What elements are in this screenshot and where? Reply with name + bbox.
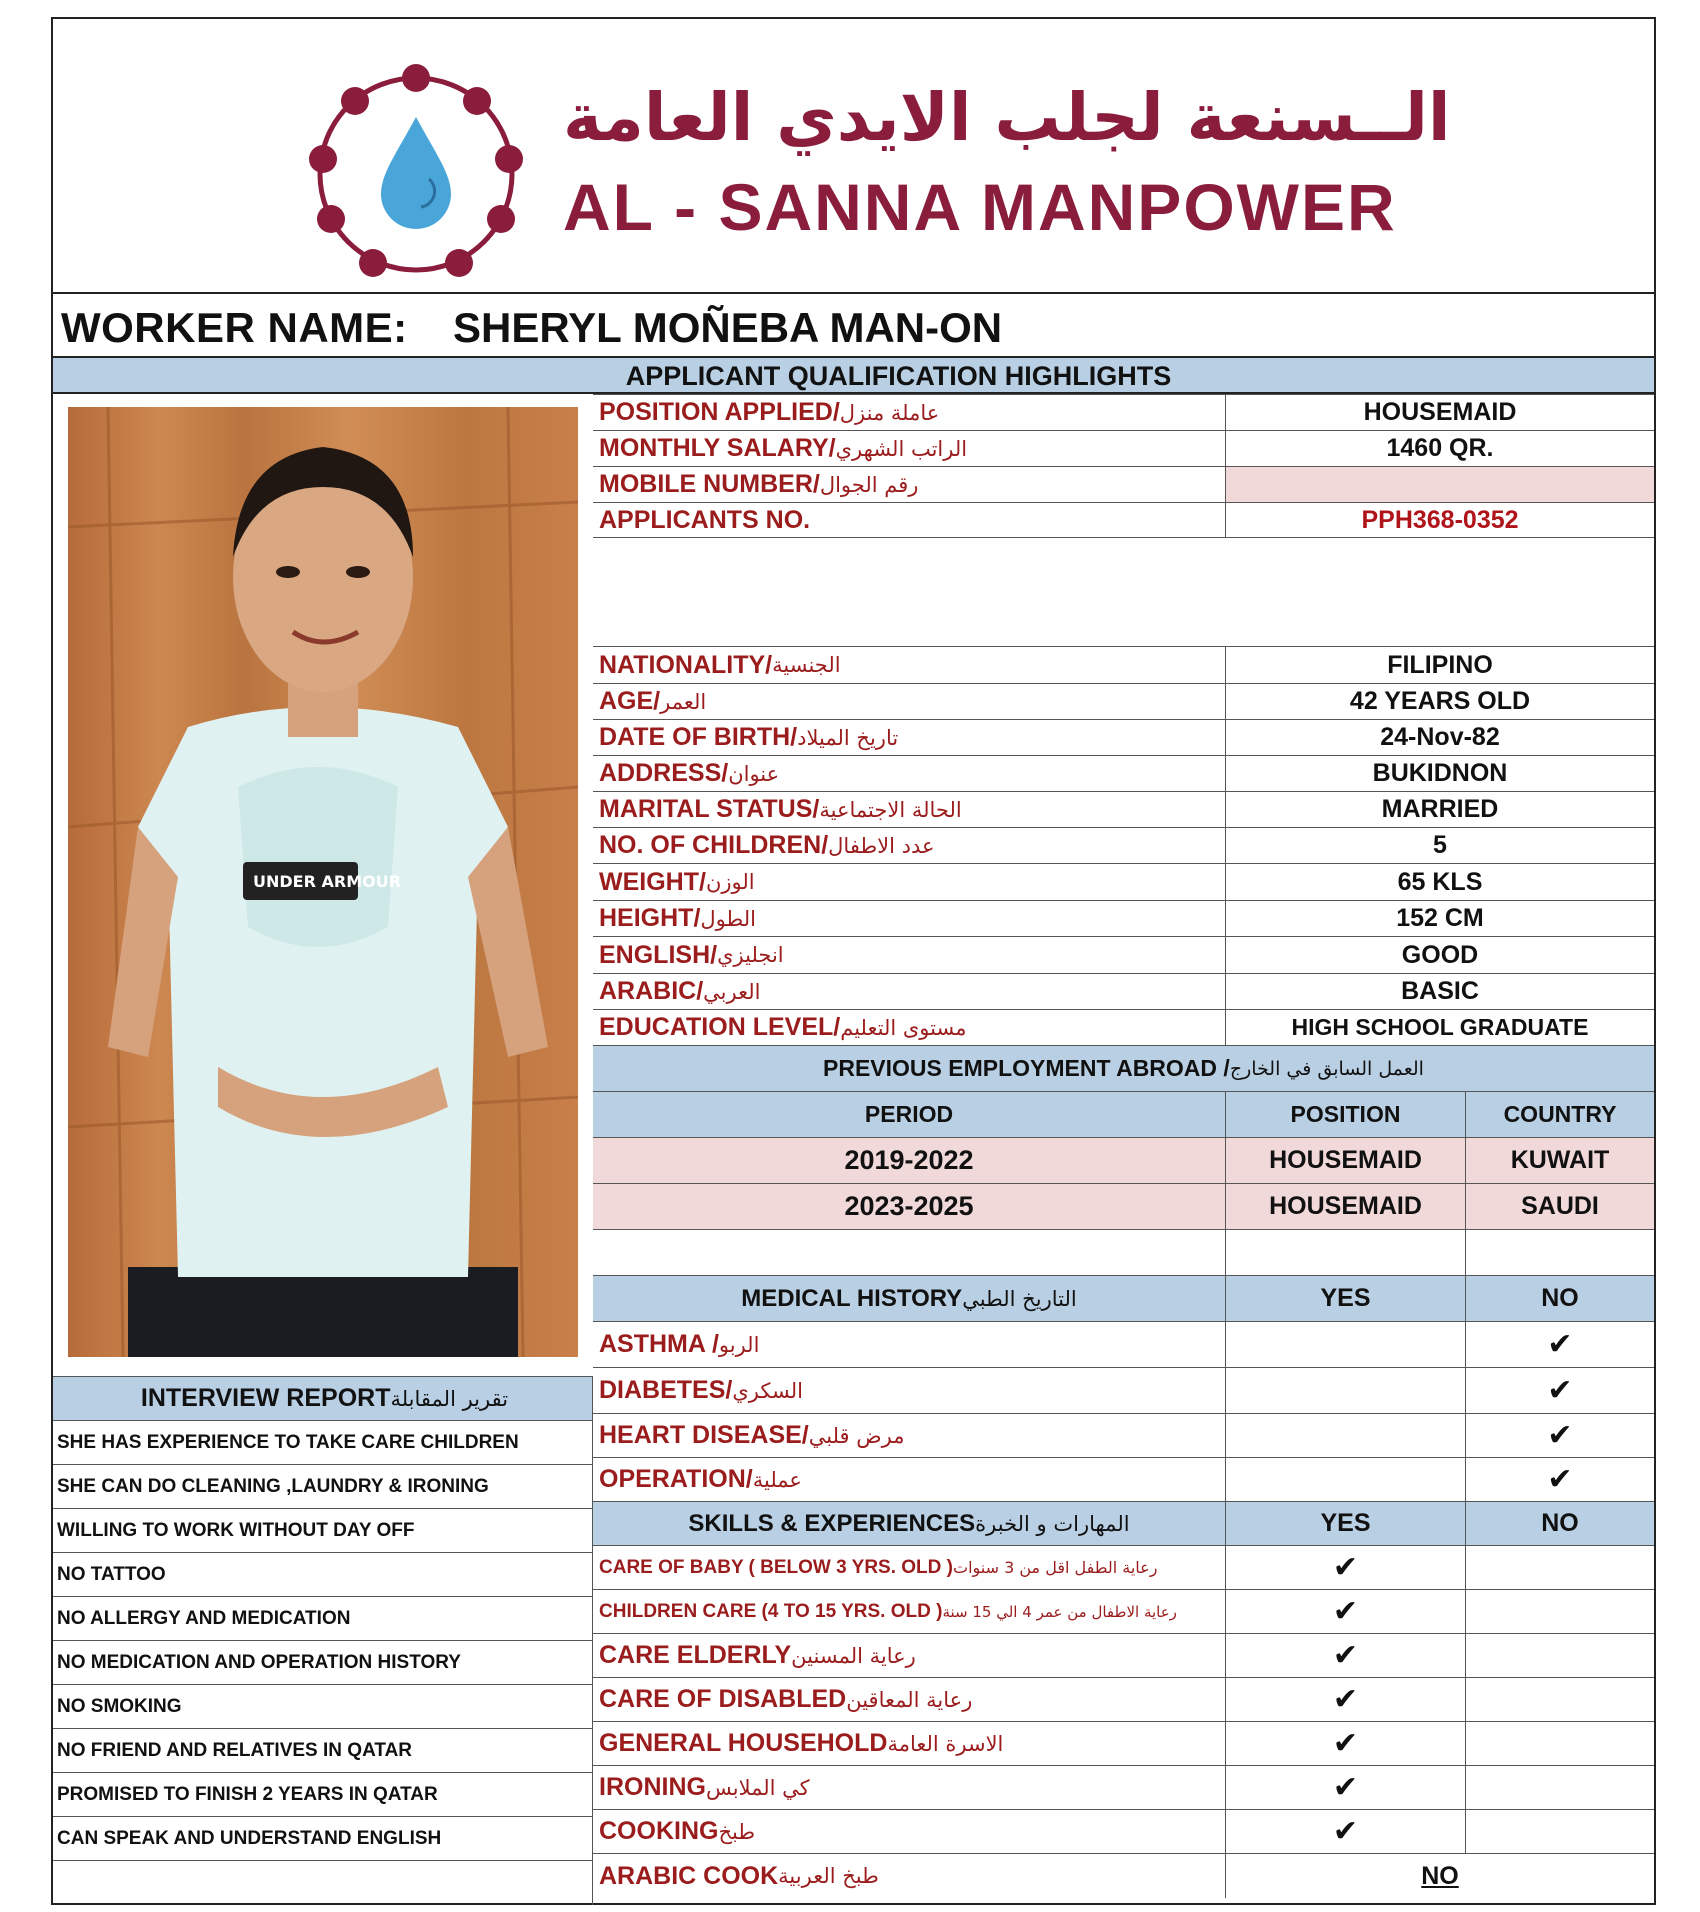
applicant-photo bbox=[68, 407, 578, 1357]
applicant-sheet bbox=[51, 17, 1656, 1905]
detail-row bbox=[593, 973, 1654, 1009]
detail-value: 42 YEARS OLD bbox=[1349, 687, 1531, 715]
skill-row bbox=[593, 1677, 1654, 1721]
brand-name-english: AL - SANNA MANPOWER bbox=[563, 170, 1397, 244]
medical-label: HEART DISEASE/ bbox=[599, 1421, 809, 1449]
detail-label: MARITAL STATUS/ bbox=[599, 795, 820, 823]
skills-title-arabic: المهارات و الخبرة bbox=[975, 1511, 1130, 1536]
mobile-number-value bbox=[1226, 467, 1654, 502]
skill-label: CHILDREN CARE (4 TO 15 YRS. OLD ) bbox=[599, 1600, 943, 1622]
medical-label: ASTHMA / bbox=[599, 1330, 719, 1358]
skill-row bbox=[593, 1721, 1654, 1765]
detail-label-arabic: الحالة الاجتماعية bbox=[819, 797, 962, 822]
interview-title: INTERVIEW REPORT bbox=[140, 1384, 391, 1412]
skill-row bbox=[593, 1545, 1654, 1589]
detail-value: BUKIDNON bbox=[1372, 759, 1508, 787]
arabic-cook-value: NO bbox=[1421, 1861, 1459, 1890]
skills-yes-header: YES bbox=[1226, 1502, 1466, 1545]
detail-label: WEIGHT/ bbox=[599, 867, 706, 896]
detail-row bbox=[593, 863, 1654, 900]
detail-label-arabic: الوزن bbox=[705, 870, 755, 894]
company-logo bbox=[301, 59, 531, 289]
check-icon: ✔ bbox=[1226, 1590, 1466, 1633]
employment-empty-row bbox=[593, 1229, 1654, 1275]
detail-row bbox=[593, 755, 1654, 791]
skills-header-row bbox=[593, 1501, 1654, 1545]
worker-name-row bbox=[53, 294, 1654, 358]
skills-title: SKILLS & EXPERIENCES bbox=[688, 1509, 976, 1537]
qualification-title: APPLICANT QUALIFICATION HIGHLIGHTS bbox=[53, 358, 1654, 394]
skill-label-arabic: رعاية المعاقين bbox=[846, 1687, 973, 1712]
employment-title-arabic: العمل السابق في الخارج bbox=[1229, 1057, 1424, 1080]
interview-item: NO MEDICATION AND OPERATION HISTORY bbox=[53, 1640, 593, 1684]
detail-value: 152 CM bbox=[1396, 904, 1484, 932]
period-header: PERIOD bbox=[593, 1092, 1226, 1137]
interview-item: SHE HAS EXPERIENCE TO TAKE CARE CHILDREN bbox=[53, 1420, 593, 1464]
field-label-arabic: عاملة منزل bbox=[839, 400, 940, 425]
skill-label: CARE ELDERLY bbox=[599, 1641, 792, 1669]
detail-label-arabic: انجليزي bbox=[717, 943, 784, 967]
interview-item: SHE CAN DO CLEANING ,LAUNDRY & IRONING bbox=[53, 1464, 593, 1508]
detail-row bbox=[593, 900, 1654, 936]
skill-label: CARE OF BABY ( BELOW 3 YRS. OLD ) bbox=[599, 1556, 953, 1578]
position-value: HOUSEMAID bbox=[1363, 398, 1517, 426]
medical-row bbox=[593, 1321, 1654, 1367]
medical-title: MEDICAL HISTORY bbox=[741, 1284, 963, 1312]
skill-label: ARABIC COOK bbox=[599, 1861, 779, 1890]
medical-label: OPERATION/ bbox=[599, 1465, 753, 1493]
employment-position: HOUSEMAID bbox=[1226, 1138, 1466, 1183]
medical-no-header: NO bbox=[1541, 1284, 1579, 1312]
detail-label: ADDRESS/ bbox=[599, 759, 729, 787]
interview-title-row bbox=[53, 1376, 593, 1420]
check-icon: ✔ bbox=[1226, 1546, 1466, 1589]
check-icon: ✔ bbox=[1226, 1722, 1466, 1765]
interview-item: PROMISED TO FINISH 2 YEARS IN QATAR bbox=[53, 1772, 593, 1816]
employment-period: 2019-2022 bbox=[593, 1138, 1226, 1183]
skill-label-arabic: رعاية المسنين bbox=[791, 1643, 916, 1668]
detail-label: AGE/ bbox=[599, 687, 661, 715]
detail-value: 5 bbox=[1433, 831, 1447, 859]
interview-item: NO TATTOO bbox=[53, 1552, 593, 1596]
skill-label: CARE OF DISABLED bbox=[599, 1685, 847, 1713]
worker-name-label: WORKER NAME: bbox=[61, 304, 408, 351]
detail-label: ENGLISH/ bbox=[599, 940, 718, 969]
skill-row bbox=[593, 1765, 1654, 1809]
employment-title bbox=[593, 1045, 1654, 1091]
field-row bbox=[593, 394, 1654, 430]
detail-label-arabic: عدد الاطفال bbox=[828, 833, 935, 858]
employment-header-row bbox=[593, 1091, 1654, 1137]
field-label: APPLICANTS NO. bbox=[599, 505, 811, 534]
medical-label-arabic: مرض قلبي bbox=[808, 1423, 905, 1448]
interview-item: WILLING TO WORK WITHOUT DAY OFF bbox=[53, 1508, 593, 1552]
detail-value: MARRIED bbox=[1381, 795, 1499, 823]
medical-label-arabic: عملية bbox=[752, 1467, 802, 1492]
field-row bbox=[593, 430, 1654, 466]
skill-label: IRONING bbox=[599, 1773, 706, 1801]
detail-label: EDUCATION LEVEL/ bbox=[599, 1013, 841, 1041]
medical-header-row bbox=[593, 1275, 1654, 1321]
detail-value: 24-Nov-82 bbox=[1380, 723, 1500, 751]
employment-country: KUWAIT bbox=[1510, 1146, 1610, 1174]
header bbox=[53, 19, 1654, 294]
detail-label-arabic: العربي bbox=[703, 979, 761, 1004]
detail-row bbox=[593, 827, 1654, 863]
detail-value: FILIPINO bbox=[1387, 650, 1493, 679]
detail-label: NO. OF CHILDREN/ bbox=[599, 831, 829, 859]
check-icon: ✔ bbox=[1547, 1463, 1573, 1496]
applicant-number-value: PPH368-0352 bbox=[1361, 505, 1519, 534]
skill-row bbox=[593, 1809, 1654, 1853]
skill-label-arabic: طبخ bbox=[718, 1819, 756, 1844]
field-label-arabic: رقم الجوال bbox=[819, 472, 919, 497]
interview-title-arabic: تقرير المقابلة bbox=[390, 1386, 509, 1411]
detail-label-arabic: الجنسية bbox=[772, 653, 841, 677]
medical-row bbox=[593, 1367, 1654, 1413]
medical-title-arabic: التاريخ الطبي bbox=[962, 1286, 1077, 1311]
medical-row bbox=[593, 1413, 1654, 1457]
skill-label-arabic: رعاية الطفل اقل من 3 سنوات bbox=[953, 1558, 1158, 1577]
skill-label-arabic: رعاية الاطفال من عمر 4 الي 15 سنة bbox=[942, 1602, 1177, 1621]
detail-row bbox=[593, 791, 1654, 827]
salary-value: 1460 QR. bbox=[1386, 434, 1494, 462]
field-label-arabic: الراتب الشهري bbox=[835, 436, 968, 461]
svg-text:UNDER ARMOUR: UNDER ARMOUR bbox=[253, 872, 402, 891]
detail-row bbox=[593, 646, 1654, 683]
check-icon: ✔ bbox=[1547, 1374, 1573, 1407]
employment-title-text: PREVIOUS EMPLOYMENT ABROAD / bbox=[823, 1055, 1230, 1081]
skill-label: COOKING bbox=[599, 1817, 719, 1845]
check-icon: ✔ bbox=[1226, 1634, 1466, 1677]
field-label: MOBILE NUMBER/ bbox=[599, 470, 820, 498]
interview-item: NO FRIEND AND RELATIVES IN QATAR bbox=[53, 1728, 593, 1772]
field-label: MONTHLY SALARY/ bbox=[599, 434, 836, 462]
check-icon: ✔ bbox=[1547, 1328, 1573, 1361]
employment-row bbox=[593, 1183, 1654, 1229]
skill-row bbox=[593, 1633, 1654, 1677]
interview-empty-row bbox=[53, 1860, 593, 1905]
field-row bbox=[593, 466, 1654, 502]
detail-label-arabic: الطول bbox=[700, 906, 756, 931]
check-icon: ✔ bbox=[1226, 1678, 1466, 1721]
worker-name: SHERYL MOÑEBA MAN-ON bbox=[453, 304, 1003, 351]
detail-label-arabic: عنوان bbox=[728, 761, 780, 786]
skill-label: GENERAL HOUSEHOLD bbox=[599, 1729, 888, 1757]
employment-row bbox=[593, 1137, 1654, 1183]
detail-label: ARABIC/ bbox=[599, 977, 704, 1005]
check-icon: ✔ bbox=[1226, 1766, 1466, 1809]
check-icon: ✔ bbox=[1547, 1419, 1573, 1452]
medical-label-arabic: الربو bbox=[718, 1332, 760, 1357]
skill-label-arabic: طبخ العربية bbox=[778, 1864, 879, 1888]
skills-no-header: NO bbox=[1541, 1509, 1579, 1537]
interview-item: NO SMOKING bbox=[53, 1684, 593, 1728]
brand-name-arabic: الــسنعة لجلب الايدي العامة bbox=[563, 79, 1451, 156]
field-row bbox=[593, 502, 1654, 538]
detail-label-arabic: مستوى التعليم bbox=[840, 1015, 967, 1040]
detail-label: DATE OF BIRTH/ bbox=[599, 723, 798, 751]
check-icon: ✔ bbox=[1226, 1810, 1466, 1853]
detail-row bbox=[593, 936, 1654, 973]
skill-row bbox=[593, 1589, 1654, 1633]
medical-label-arabic: السكري bbox=[732, 1378, 803, 1403]
skill-label-arabic: كي الملابس bbox=[705, 1775, 810, 1800]
employment-country: SAUDI bbox=[1521, 1192, 1599, 1220]
detail-label: HEIGHT/ bbox=[599, 904, 701, 932]
detail-value: HIGH SCHOOL GRADUATE bbox=[1291, 1014, 1589, 1040]
detail-row bbox=[593, 719, 1654, 755]
detail-label: NATIONALITY/ bbox=[599, 650, 773, 679]
detail-row bbox=[593, 1009, 1654, 1045]
medical-row bbox=[593, 1457, 1654, 1501]
detail-label-arabic: العمر bbox=[660, 689, 707, 714]
employment-position: HOUSEMAID bbox=[1226, 1184, 1466, 1229]
detail-value: BASIC bbox=[1401, 977, 1479, 1005]
employment-period: 2023-2025 bbox=[593, 1184, 1226, 1229]
interview-item: NO ALLERGY AND MEDICATION bbox=[53, 1596, 593, 1640]
detail-value: GOOD bbox=[1401, 940, 1479, 969]
detail-row bbox=[593, 683, 1654, 719]
medical-label: DIABETES/ bbox=[599, 1376, 733, 1404]
field-label: POSITION APPLIED/ bbox=[599, 398, 840, 426]
detail-value: 65 KLS bbox=[1397, 867, 1483, 896]
medical-yes-header: YES bbox=[1226, 1276, 1466, 1321]
detail-label-arabic: تاريخ الميلاد bbox=[797, 725, 899, 750]
position-header: POSITION bbox=[1226, 1092, 1466, 1137]
interview-item: CAN SPEAK AND UNDERSTAND ENGLISH bbox=[53, 1816, 593, 1860]
skill-label-arabic: الاسرة العامة bbox=[887, 1731, 1004, 1756]
arabic-cook-row bbox=[593, 1853, 1654, 1898]
country-header: COUNTRY bbox=[1503, 1101, 1617, 1127]
